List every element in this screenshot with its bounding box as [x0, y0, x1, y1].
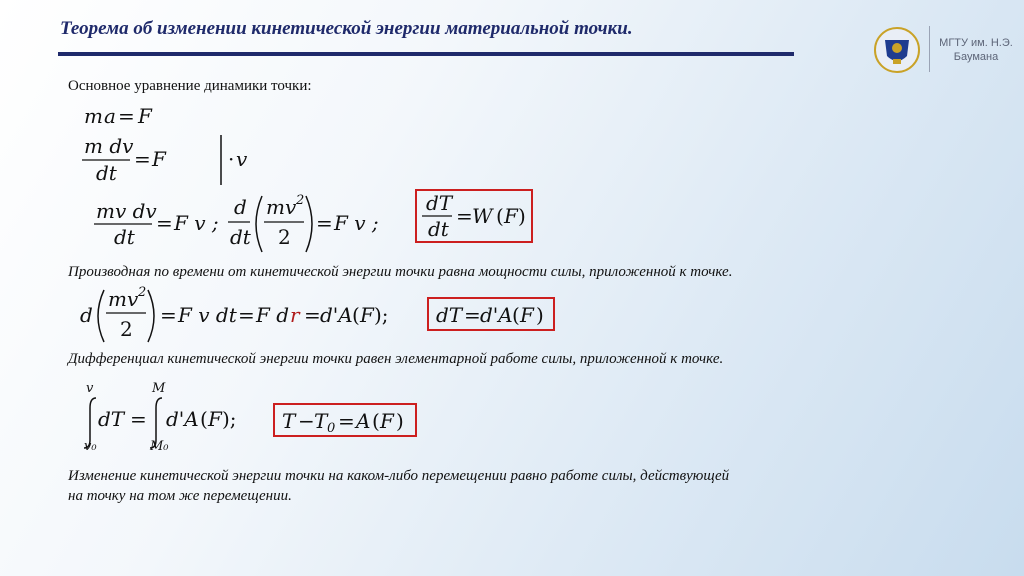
- svg-text:=: =: [304, 303, 321, 327]
- svg-text:F v dt: F v dt: [178, 303, 237, 327]
- svg-text:);: );: [374, 303, 389, 327]
- svg-text:T: T: [282, 409, 296, 433]
- svg-text:2: 2: [296, 193, 305, 208]
- svg-text:−: −: [298, 409, 315, 433]
- svg-text:2: 2: [278, 225, 291, 249]
- svg-text:dt: dt: [230, 225, 251, 249]
- svg-text:(: (: [512, 303, 520, 327]
- svg-text:A: A: [356, 409, 371, 433]
- svg-text:=: =: [118, 104, 135, 128]
- svg-text:dt: dt: [428, 217, 449, 241]
- svg-text:v: v: [236, 147, 248, 171]
- svg-text:=: =: [160, 303, 177, 327]
- svg-text:F v ;: F v ;: [174, 211, 219, 235]
- svg-text:v: v: [86, 381, 94, 396]
- svg-text:F: F: [208, 407, 222, 431]
- svg-text:2: 2: [120, 317, 133, 341]
- svg-text:(: (: [496, 204, 504, 228]
- formula-differential: [80, 285, 554, 342]
- svg-text:F: F: [360, 303, 374, 327]
- svg-text:d: d: [234, 195, 247, 219]
- svg-text:(: (: [352, 303, 360, 327]
- svg-text:F: F: [152, 147, 166, 171]
- formula-dv-dt: [82, 134, 248, 185]
- svg-text:F: F: [138, 104, 152, 128]
- svg-text:=: =: [130, 407, 147, 431]
- svg-text:(: (: [372, 409, 380, 433]
- svg-text:dt: dt: [96, 161, 117, 185]
- svg-text:(: (: [200, 407, 208, 431]
- svg-text:d'A: d'A: [480, 303, 513, 327]
- svg-text:d'A: d'A: [320, 303, 353, 327]
- svg-text:dT: dT: [436, 303, 463, 327]
- svg-text:dT: dT: [98, 407, 125, 431]
- svg-text:=: =: [338, 409, 355, 433]
- svg-text:·: ·: [228, 147, 235, 171]
- svg-text:): ): [396, 409, 404, 433]
- svg-text:dt: dt: [114, 225, 135, 249]
- svg-text:F: F: [504, 204, 518, 228]
- svg-text:F: F: [520, 303, 534, 327]
- slide-title: Теорема об изменении кинетической энергии материальной точки.: [60, 18, 633, 39]
- svg-text:d: d: [80, 303, 93, 327]
- svg-text:dT: dT: [426, 191, 453, 215]
- svg-text:M₀: M₀: [150, 439, 169, 454]
- svg-text:mv dv: mv dv: [96, 199, 157, 223]
- institution-name: МГТУ им. Н.Э. Баумана: [939, 37, 1013, 63]
- svg-text:0: 0: [327, 421, 336, 436]
- caption-power-theorem: Производная по времени от кинетической энергии точки равна мощности силы, приложенной к точке.: [68, 264, 733, 280]
- svg-text:r: r: [290, 303, 300, 327]
- svg-text:m dv: m dv: [84, 134, 134, 158]
- svg-text:d'A: d'A: [166, 407, 199, 431]
- svg-text:F: F: [380, 409, 394, 433]
- svg-text:mv: mv: [108, 287, 139, 311]
- formula-power: [94, 190, 532, 252]
- svg-text:v₀: v₀: [84, 439, 97, 454]
- formula-integral: [84, 381, 416, 454]
- svg-text:);: );: [222, 407, 237, 431]
- svg-text:=: =: [156, 211, 173, 235]
- svg-text:): ): [536, 303, 544, 327]
- svg-text:m: m: [84, 104, 103, 128]
- svg-text:W: W: [472, 204, 493, 228]
- intro-label: Основное уравнение динамики точки:: [68, 78, 312, 94]
- svg-text:=: =: [134, 147, 151, 171]
- svg-text:=: =: [238, 303, 255, 327]
- svg-text:=: =: [456, 204, 473, 228]
- svg-text:2: 2: [138, 285, 147, 300]
- caption-integral-theorem: Изменение кинетической энергии точки на каком-либо перемещении равно работе силы, действующей на точку на том же перемещении.: [68, 468, 730, 504]
- svg-text:F d: F d: [256, 303, 290, 327]
- svg-text:=: =: [316, 211, 333, 235]
- svg-text:a: a: [104, 104, 116, 128]
- svg-text:T: T: [314, 409, 328, 433]
- svg-text:=: =: [464, 303, 481, 327]
- caption-differential-theorem: Дифференциал кинетической энергии точки равен элементарной работе силы, приложенной к точке.: [68, 351, 724, 367]
- svg-text:): ): [518, 204, 526, 228]
- svg-text:F v ;: F v ;: [334, 211, 379, 235]
- svg-text:mv: mv: [266, 195, 297, 219]
- formula-newton-law: [84, 104, 153, 128]
- svg-text:M: M: [152, 381, 166, 396]
